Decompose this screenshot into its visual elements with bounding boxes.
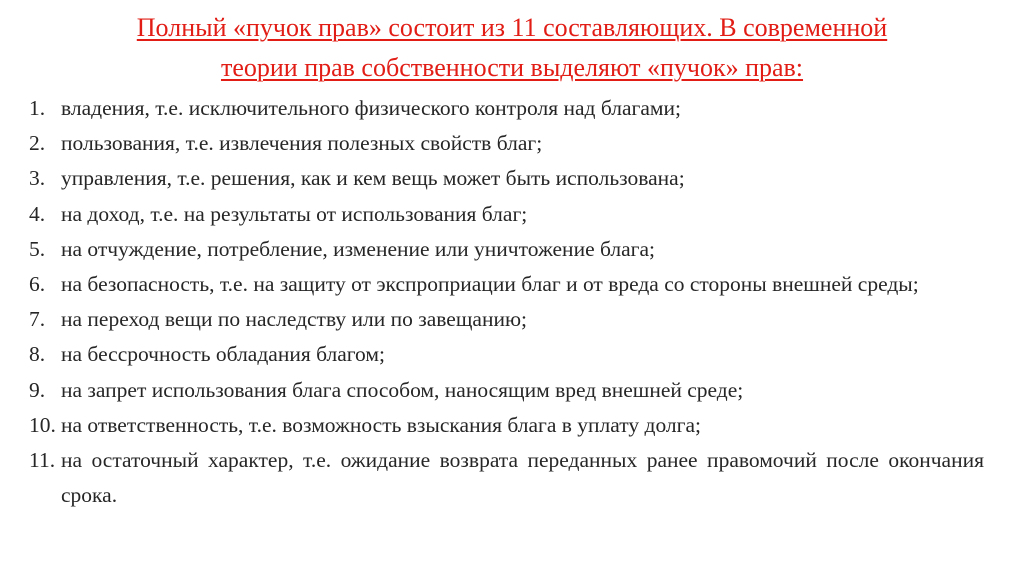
list-item [29, 302, 984, 337]
item-number: 2. [29, 131, 46, 156]
slide-title [40, 8, 984, 88]
list-item [29, 373, 984, 408]
item-text: на доход, т.е. на результаты от использования благ; [61, 201, 528, 226]
item-number: 10. [29, 412, 56, 437]
rights-list [29, 91, 984, 513]
list-item [29, 232, 984, 267]
list-item [29, 443, 984, 513]
item-text: на ответственность, т.е. возможность взыскания блага в уплату долга; [61, 412, 701, 437]
item-text: управления, т.е. решения, как и кем вещь может быть использована; [61, 166, 685, 191]
item-text: владения, т.е. исключительного физического контроля над благами; [61, 96, 681, 120]
list-item [29, 126, 984, 161]
item-number: 7. [29, 307, 46, 332]
item-number: 4. [29, 201, 46, 226]
item-number: 1. [29, 96, 46, 120]
item-text: на отчуждение, потребление, изменение или уничтожение блага; [61, 236, 656, 261]
item-text: на переход вещи по наследству или по завещанию; [61, 307, 527, 332]
item-number: 8. [29, 342, 46, 367]
item-text: на остаточный характер, т.е. ожидание возврата переданных ранее правомочий после окончания срока. [61, 448, 984, 508]
item-number: 3. [29, 166, 46, 191]
item-text: на бессрочность обладания благом; [61, 342, 385, 367]
slide-title-line-2: теории прав собственности выделяют «пучок» прав: [220, 53, 804, 82]
list-item [29, 267, 984, 302]
item-number: 9. [29, 377, 46, 402]
list-item [29, 337, 984, 372]
list-item [29, 91, 984, 126]
slide-title-line-1: Полный «пучок прав» состоит из 11 составляющих. В современной [136, 13, 888, 42]
item-text: на безопасность, т.е. на защиту от экспроприации благ и от вреда со стороны внешней среды; [61, 272, 919, 297]
item-text: пользования, т.е. извлечения полезных свойств благ; [61, 131, 543, 156]
item-number: 6. [29, 272, 46, 297]
list-item [29, 408, 984, 443]
item-number: 5. [29, 236, 46, 261]
list-item [29, 197, 984, 232]
item-text: на запрет использования блага способом, наносящим вред внешней среде; [61, 377, 744, 402]
item-number: 11. [29, 448, 56, 473]
list-item [29, 161, 984, 196]
